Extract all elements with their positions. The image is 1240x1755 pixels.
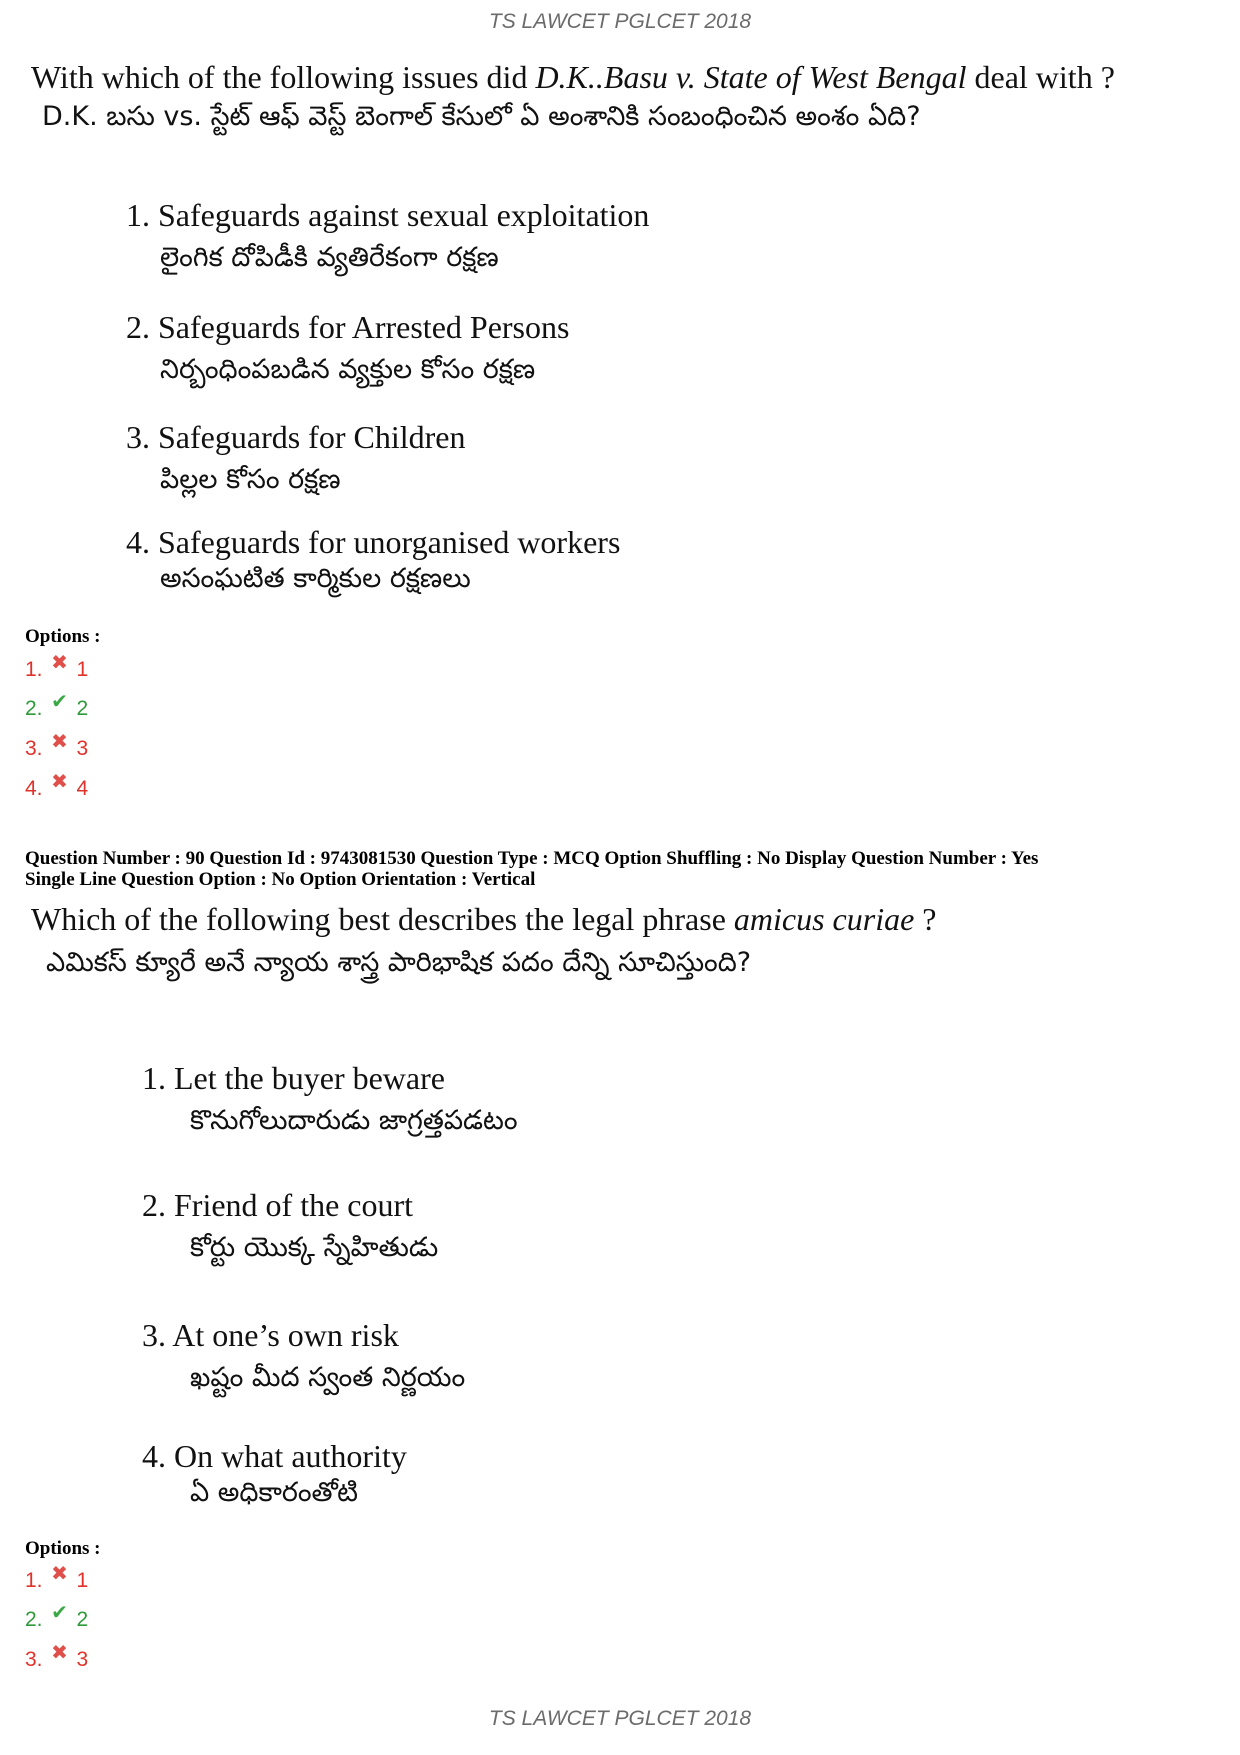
stem-text-end: ? bbox=[914, 901, 937, 937]
cross-icon: ✖ bbox=[51, 1563, 68, 1585]
question-90-choice-3 bbox=[142, 1316, 465, 1396]
choice-english: 4. On what authority bbox=[142, 1438, 407, 1474]
option-number: 2. bbox=[25, 697, 43, 720]
page-footer: TS LAWCET PGLCET 2018 bbox=[488, 1707, 752, 1730]
option-value: 1 bbox=[76, 1569, 89, 1592]
choice-telugu: అసంఘటిత కార్మికుల రక్షణలు bbox=[160, 563, 471, 594]
option-number: 2. bbox=[25, 1608, 43, 1631]
choice-telugu: లైంగిక దోపిడీకి వ్యతిరేకంగా రక్షణ bbox=[160, 242, 499, 273]
choice-english: 2. Friend of the court bbox=[142, 1187, 414, 1223]
choice-english: 4. Safeguards for unorganised workers bbox=[126, 524, 621, 560]
option-value: 3 bbox=[76, 737, 89, 760]
option-value: 4 bbox=[76, 777, 89, 800]
question-1-option-2 bbox=[25, 691, 89, 724]
stem-text-end: deal with ? bbox=[966, 59, 1115, 95]
option-number: 3. bbox=[25, 1648, 43, 1671]
choice-english: 1. Safeguards against sexual exploitation bbox=[126, 197, 650, 233]
cross-icon: ✖ bbox=[51, 731, 68, 753]
question-90-choice-2 bbox=[142, 1186, 438, 1266]
option-number: 3. bbox=[25, 737, 43, 760]
stem-text: Which of the following best describes the legal phrase bbox=[31, 901, 734, 937]
case-name: D.K..Basu v. State of West Bengal bbox=[535, 59, 967, 95]
question-meta-line-1: Question Number : 90 Question Id : 9743081530 Question Type : MCQ Option Shuffling : No Display Question Number : Yes bbox=[25, 848, 1039, 869]
option-number: 1. bbox=[25, 1569, 43, 1592]
choice-english: 3. Safeguards for Children bbox=[126, 419, 466, 455]
cross-icon: ✖ bbox=[51, 652, 68, 674]
option-value: 2 bbox=[76, 697, 89, 720]
question-1-choice-2 bbox=[126, 308, 569, 388]
option-value: 2 bbox=[76, 1608, 89, 1631]
option-number: 1. bbox=[25, 658, 43, 681]
choice-telugu: కోర్టు యొక్క స్నేహితుడు bbox=[190, 1232, 439, 1263]
options-label: Options : bbox=[25, 1538, 101, 1559]
choice-english: 3. At one’s own risk bbox=[142, 1317, 399, 1353]
choice-english: 1. Let the buyer beware bbox=[142, 1060, 445, 1096]
choice-telugu: ఏ అధికారంతోటి bbox=[190, 1477, 358, 1508]
question-90-stem-telugu: ఎమికస్ క్యూరే అనే న్యాయ శాస్త్ర పారిభాషిక పదం దేన్ని సూచిస్తుంది? bbox=[46, 947, 752, 978]
question-meta-line-2: Single Line Question Option : No Option Orientation : Vertical bbox=[25, 869, 536, 890]
question-1-choice-4 bbox=[126, 523, 620, 597]
stem-text: With which of the following issues did bbox=[31, 59, 536, 95]
question-1-option-4 bbox=[25, 771, 89, 804]
question-90-choice-4 bbox=[142, 1437, 407, 1511]
choice-english: 2. Safeguards for Arrested Persons bbox=[126, 309, 570, 345]
checkmark-icon: ✔ bbox=[51, 691, 68, 713]
option-value: 1 bbox=[76, 658, 89, 681]
question-90-option-1 bbox=[25, 1563, 89, 1596]
options-label: Options : bbox=[25, 626, 101, 647]
page-header: TS LAWCET PGLCET 2018 bbox=[488, 10, 752, 33]
choice-telugu: ఖష్టం మీద స్వంత నిర్ణయం bbox=[190, 1362, 466, 1393]
question-1-stem-telugu: D.K. బసు vs. స్టేట్ ఆఫ్ వెస్ట్ బెంగాల్ కేసులో ఏ అంశానికి సంబంధించిన అంశం ఏది? bbox=[42, 101, 921, 132]
question-1-choice-3 bbox=[126, 418, 465, 498]
question-1-stem-english bbox=[31, 58, 1115, 96]
question-1-choice-1 bbox=[126, 196, 649, 276]
question-90-choice-1 bbox=[142, 1059, 518, 1139]
choice-telugu: కొనుగోలుదారుడు జాగ్రత్తపడటం bbox=[190, 1105, 518, 1136]
cross-icon: ✖ bbox=[51, 771, 68, 793]
question-90-option-3 bbox=[25, 1642, 89, 1675]
checkmark-icon: ✔ bbox=[51, 1602, 68, 1624]
option-number: 4. bbox=[25, 777, 43, 800]
question-90-stem-english bbox=[31, 900, 937, 938]
question-1-option-3 bbox=[25, 731, 89, 764]
question-90-option-2 bbox=[25, 1602, 89, 1635]
option-value: 3 bbox=[76, 1648, 89, 1671]
latin-phrase: amicus curiae bbox=[733, 901, 915, 937]
question-1-option-1 bbox=[25, 652, 89, 685]
cross-icon: ✖ bbox=[51, 1642, 68, 1664]
choice-telugu: పిల్లల కోసం రక్షణ bbox=[160, 464, 341, 495]
choice-telugu: నిర్బంధింపబడిన వ్యక్తుల కోసం రక్షణ bbox=[160, 354, 536, 385]
